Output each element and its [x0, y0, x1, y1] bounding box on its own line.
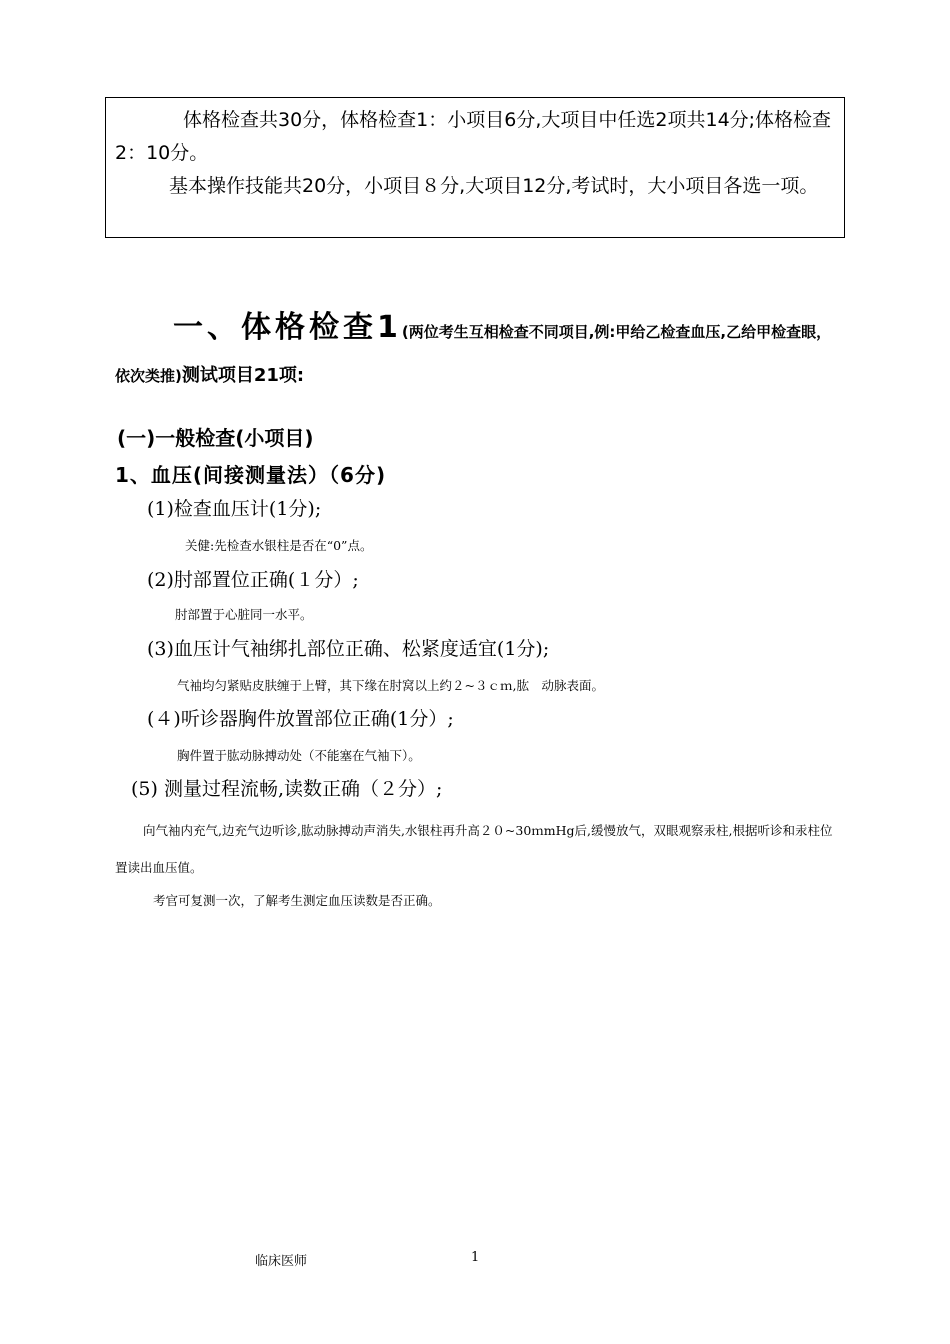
step-2-note: 肘部置于心脏同一水平。 — [175, 607, 313, 622]
chapter-note: (两位考生互相检查不同项目,例:甲给乙检查血压,乙给甲检查眼，依次类推) — [115, 323, 832, 385]
step-3-label: (3)血压计气袖绑扎部位正确、松紧度适宜(1分); — [147, 638, 550, 660]
section-title: (一)一般检查(小项目) — [117, 426, 314, 450]
step-1-note: 关健:先检查水银柱是否在“0”点。 — [185, 538, 373, 553]
step-5-label: (5) 测量过程流畅,读数正确（２分）; — [131, 778, 443, 800]
scoring-box — [105, 97, 845, 238]
chapter-title: 一、体格检查1 — [173, 310, 402, 345]
item-title: 1、血压(间接测量法）（6分) — [115, 463, 387, 487]
page-number: 1 — [471, 1250, 480, 1265]
footer-label: 临床医师 — [255, 1254, 308, 1269]
step-3-note: 气袖均匀紧贴皮肤缠于上臂，其下缘在肘窝以上约２~３ｃｍ,肱 动脉表面。 — [177, 678, 604, 693]
step-1-label: (1)检查血压计(1分); — [147, 498, 322, 520]
chapter-heading — [115, 306, 840, 398]
step-4-label: (４)听诊器胸件放置部位正确(1分）; — [147, 708, 454, 730]
scoring-paragraph-1: 体格检查共30分，体格检查1：小项目6分,大项目中任选2项共14分;体格检查2：10分。 — [115, 109, 832, 164]
procedure-text: 向气袖内充气,边充气边听诊,肱动脉搏动声消失,水银柱再升高２０~30ｍmHg后,缓慢放气，双眼观察汞柱,根据听诊和汞柱位置读出血压值。 — [115, 823, 833, 875]
procedure-paragraph — [115, 812, 840, 919]
step-4-note: 胸件置于肱动脉搏动处（不能塞在气袖下）。 — [177, 748, 421, 763]
retest-text: 考官可复测一次，了解考生测定血压读数是否正确。 — [153, 893, 441, 908]
step-2-label: (2)肘部置位正确(１分）; — [147, 569, 359, 591]
chapter-tail: 测试项目21项: — [181, 365, 305, 386]
scoring-paragraph-2: 基本操作技能共20分，小项目８分,大项目12分,考试时，大小项目各选一项。 — [169, 175, 819, 197]
